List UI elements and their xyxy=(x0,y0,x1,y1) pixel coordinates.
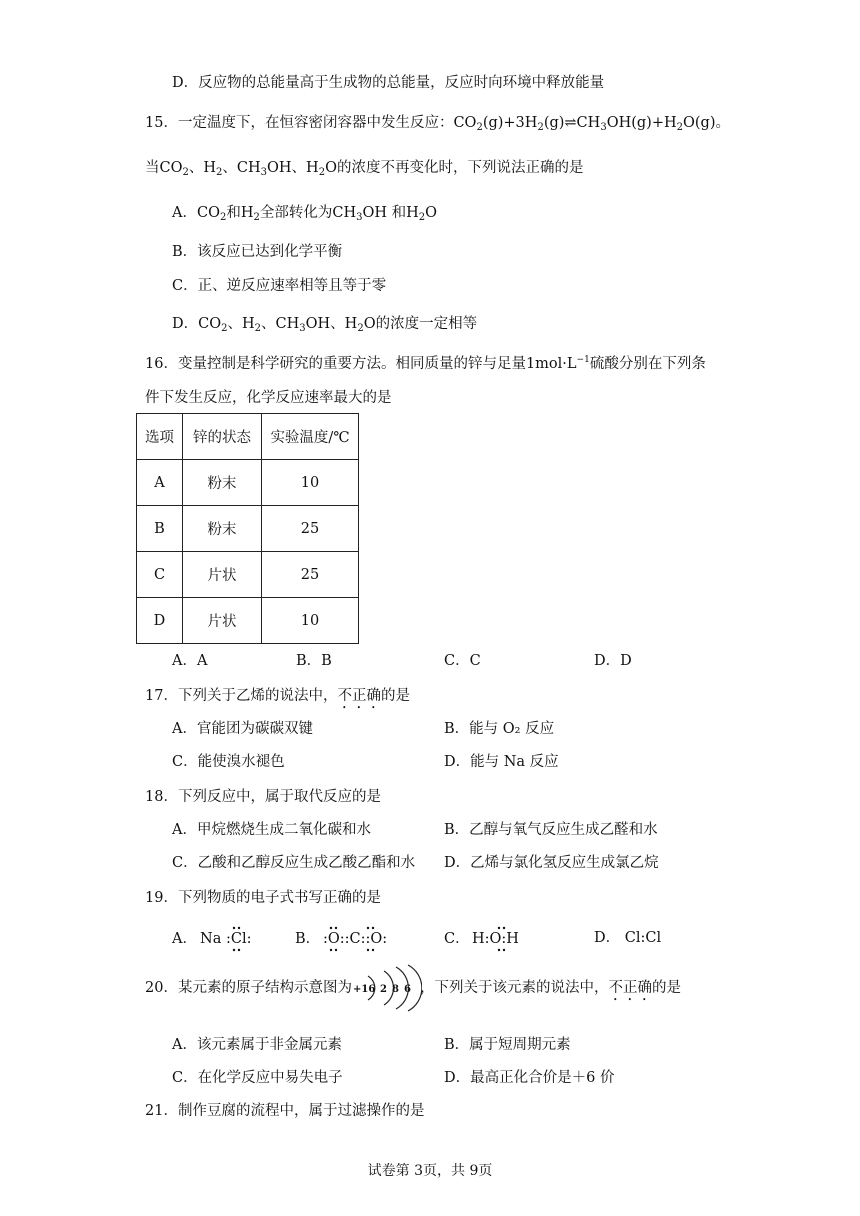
table-header-row xyxy=(137,414,359,460)
svg-text:+16: +16 xyxy=(353,984,376,995)
svg-text::O::C::O:: :O::C::O: xyxy=(323,931,388,947)
table-cell: 粉末 xyxy=(183,460,262,506)
emphasis-text: 不正确 xyxy=(337,688,381,704)
q20-option-b: B．属于短周期元素 xyxy=(444,1037,571,1053)
q16-option-a: A．A xyxy=(172,653,208,669)
q18-option-b: B．乙醇与氧气反应生成乙醛和水 xyxy=(444,822,658,838)
table-header-cell: 锌的状态 xyxy=(183,414,262,460)
q17-option-c: C．能使溴水褪色 xyxy=(172,754,285,770)
q16-table xyxy=(136,413,359,644)
q20-option-c: C．在化学反应中易失电子 xyxy=(172,1070,343,1086)
svg-text:Na: Na xyxy=(200,931,222,947)
svg-text:B．: B． xyxy=(295,931,321,947)
q18-option-d: D．乙烯与氯化氢反应生成氯乙烷 xyxy=(444,855,659,871)
q18-option-a: A．甲烷燃烧生成二氧化碳和水 xyxy=(172,822,371,838)
page-footer: 试卷第 3页，共 9页 xyxy=(367,1163,493,1179)
q15-stem-2: 当$CO_2$、$H_2$、$CH_3OH$、$H_2O$的浓度不再变化时，下列说法正确的是 xyxy=(145,160,584,178)
q17-option-b: B．能与 O₂ 反应 xyxy=(444,721,555,737)
q20-option-d: D．最高正化合价是＋6 价 xyxy=(444,1070,615,1086)
q15-option-d: D．$CO_2$、$H_2$、$CH_3OH$、$H_2O$的浓度一定相等 xyxy=(172,316,478,334)
emphasis-text: 不正确 xyxy=(608,980,652,996)
q17-option-d: D．能与 Na 反应 xyxy=(444,754,559,770)
svg-text:C．: C． xyxy=(444,931,470,947)
table-cell: 10 xyxy=(262,460,359,506)
q16-option-d: D．D xyxy=(594,653,632,669)
q19-electron-formulas xyxy=(165,918,665,958)
q14-option-d: D．反应物的总能量高于生成物的总能量，反应时向环境中释放能量 xyxy=(172,75,605,91)
table-cell: A xyxy=(137,460,183,506)
table-cell: 片状 xyxy=(183,552,262,598)
q15-option-b: B．该反应已达到化学平衡 xyxy=(172,244,343,260)
q20-option-a: A．该元素属于非金属元素 xyxy=(172,1037,342,1053)
q20-stem: 20．某元素的原子结构示意图为 ，下列关于该元素的说法中，不正确的是 xyxy=(145,980,681,996)
svg-text:A．: A． xyxy=(172,931,197,947)
q17-stem: 17．下列关于乙烯的说法中，不正确的是 xyxy=(145,688,410,704)
table-cell: 25 xyxy=(262,506,359,552)
atom-structure-diagram xyxy=(352,964,422,1012)
q16-option-b: B．B xyxy=(296,653,332,669)
table-cell: D xyxy=(137,598,183,644)
q15-option-c: C．正、逆反应速率相等且等于零 xyxy=(172,278,387,294)
q18-stem: 18．下列反应中，属于取代反应的是 xyxy=(145,789,381,805)
table-cell: 10 xyxy=(262,598,359,644)
q19-option-d: D． Cl:Cl xyxy=(594,930,662,946)
q19-stem: 19．下列物质的电子式书写正确的是 xyxy=(145,890,381,906)
table-row xyxy=(137,460,359,506)
q16-option-c: C．C xyxy=(444,653,481,669)
table-cell: C xyxy=(137,552,183,598)
svg-text:8: 8 xyxy=(392,984,399,995)
q15-stem: 15．一定温度下，在恒容密闭容器中发生反应：$CO_2(g)+3H_2(g)\rightleftharpoons CH_3OH(g)+H_2O(g)$。 xyxy=(145,115,730,133)
q15-option-a: A．$CO_2$和$H_2$全部转化为$CH_3OH$ 和$H_2O$ xyxy=(172,205,438,223)
table-row xyxy=(137,506,359,552)
q17-option-a: A．官能团为碳碳双键 xyxy=(172,721,313,737)
table-cell: B xyxy=(137,506,183,552)
table-header-cell: 选项 xyxy=(137,414,183,460)
svg-text::Cl:: :Cl: xyxy=(226,931,252,947)
q16-stem-2: 件下发生反应，化学反应速率最大的是 xyxy=(145,390,392,406)
table-row xyxy=(137,598,359,644)
svg-text:2: 2 xyxy=(380,984,387,995)
table-row xyxy=(137,552,359,598)
table-cell: 25 xyxy=(262,552,359,598)
q18-option-c: C．乙酸和乙醇反应生成乙酸乙酯和水 xyxy=(172,855,416,871)
svg-text:6: 6 xyxy=(404,984,411,995)
table-header-cell: 实验温度/℃ xyxy=(262,414,359,460)
q16-stem: 16．变量控制是科学研究的重要方法。相同质量的锌与足量$1mol\cdot L^{-1}$硫酸分别在下列条 xyxy=(145,355,706,372)
table-cell: 粉末 xyxy=(183,506,262,552)
q21-stem: 21．制作豆腐的流程中，属于过滤操作的是 xyxy=(145,1103,425,1119)
svg-text:H:O:H: H:O:H xyxy=(472,931,519,947)
table-cell: 片状 xyxy=(183,598,262,644)
